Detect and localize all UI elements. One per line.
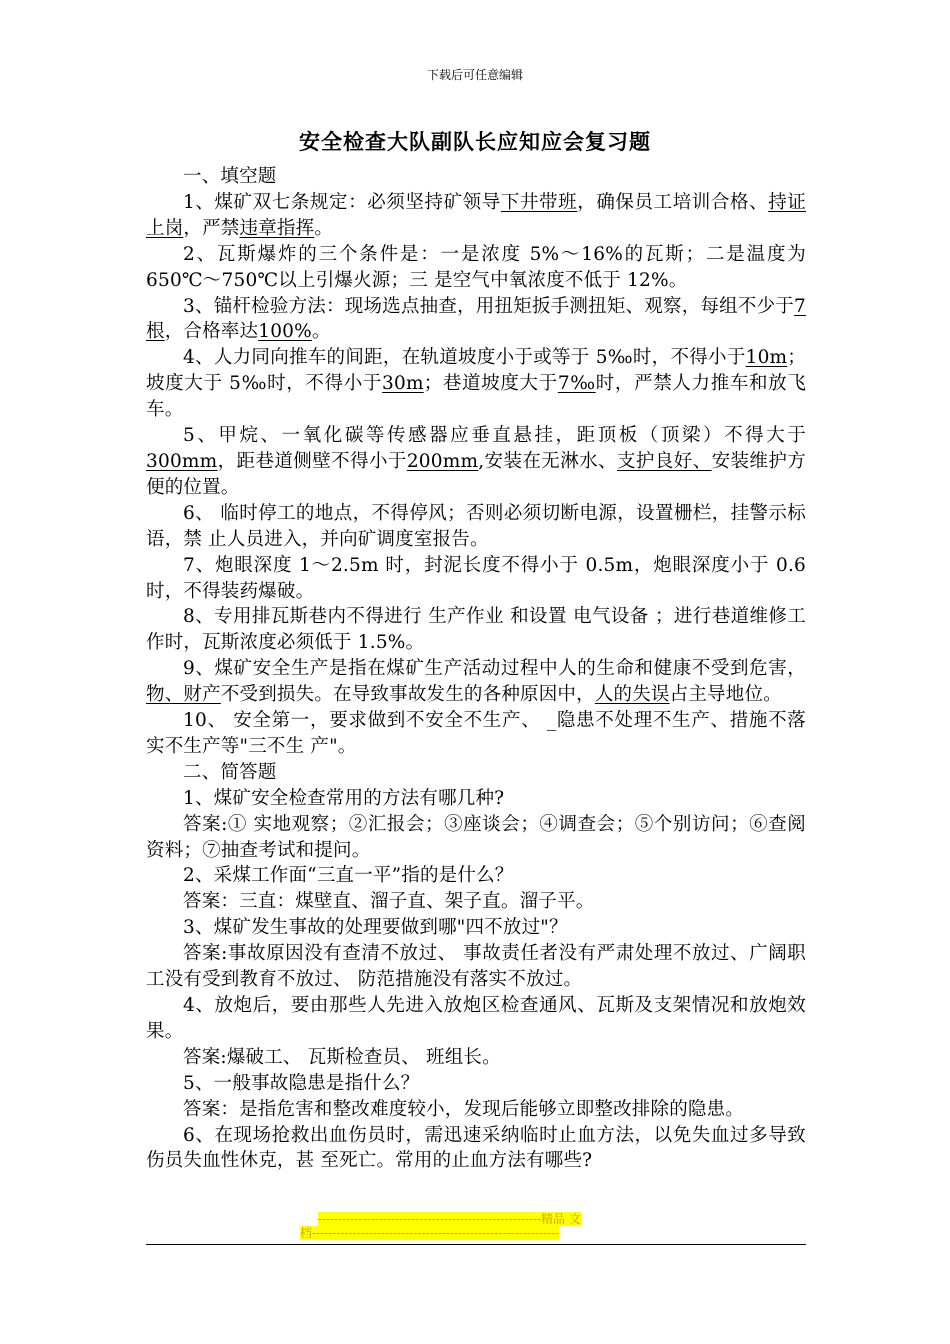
page-footer bbox=[300, 1212, 650, 1240]
text: 1、煤矿双七条规定：必须坚持矿领导 bbox=[183, 191, 501, 213]
question-5 bbox=[146, 423, 806, 501]
answer-blank: 物、财产 bbox=[146, 684, 221, 706]
text: 9、煤矿安全生产是指在煤矿生产活动过程中人的生命和健康不受到危害， bbox=[183, 658, 806, 680]
short-answer-4: 答案:爆破工、 瓦斯检查员、 班组长。 bbox=[183, 1046, 501, 1068]
text: 5、甲烷、一氧化碳等传感器应垂直悬挂，距顶板（顶梁）不得大于 bbox=[183, 425, 806, 447]
question-3 bbox=[146, 294, 806, 346]
footer-rule bbox=[146, 1244, 806, 1245]
short-question-2: 2、采煤工作面“三直一平”指的是什么？ bbox=[183, 865, 514, 887]
text: ，距巷道侧壁不得小于 bbox=[217, 450, 407, 472]
short-answer-1: 答案:① 实地观察；②汇报会；③座谈会；④调查会；⑤个别访问；⑥查阅资料；⑦抽查考试和提问。 bbox=[146, 813, 806, 861]
text: 占主导地位。 bbox=[669, 684, 782, 706]
short-answer-2: 答案：三直：煤壁直、溜子直、架子直。溜子平。 bbox=[183, 891, 595, 913]
text: ，确保员工培训合格、 bbox=[577, 191, 769, 213]
question-7: 7、炮眼深度 1～2.5m 时，封泥长度不得小于 0.5m，炮眼深度小于 0.6 时，不得装药爆破。 bbox=[146, 554, 806, 602]
question-2: 2、瓦斯爆炸的三个条件是：一是浓度 5%～16%的瓦斯；二是温度为 650℃～750℃以上引爆火源；三 是空气中氧浓度不低于 12%。 bbox=[146, 243, 806, 291]
answer-blank: 100% bbox=[258, 321, 312, 343]
answer-blank: 持证上岗 bbox=[146, 191, 806, 239]
text: 安装维护方便的位置。 bbox=[146, 450, 806, 498]
answer-blank: 30m bbox=[382, 373, 424, 395]
question-6: 6、 临时停工的地点，不得停风；否则必须切断电源，设置栅栏，挂警示标语，禁 止人员进入，并向矿调度室报告。 bbox=[146, 502, 806, 550]
text: 。 bbox=[314, 217, 334, 239]
question-9 bbox=[146, 656, 806, 708]
text: 。 bbox=[311, 321, 331, 343]
text: ,安装在无淋水、 bbox=[478, 450, 617, 472]
answer-blank: 支护良好、 bbox=[616, 450, 712, 472]
question-10: 10、 安全第一，要求做到不安全不生产、 _隐患不处理不生产、措施不落实不生产等"三不生 产"。 bbox=[146, 710, 806, 757]
document-body bbox=[146, 164, 806, 1174]
answer-blank: 人的失误 bbox=[594, 684, 670, 706]
short-answer-3: 答案:事故原因没有查清不放过、 事故责任者没有严肃处理不放过、广阔职工没有受到教育不放过、 防范措施没有落实不放过。 bbox=[146, 943, 806, 991]
text: 4、人力同向推车的间距，在轨道坡度小于或等于 5‰时，不得小于 bbox=[183, 347, 746, 369]
section-heading-fill: 一、填空题 bbox=[183, 166, 277, 187]
answer-blank: 7 根 bbox=[146, 295, 806, 343]
text: ；巷道坡度大于 bbox=[423, 373, 558, 395]
text: 不受到损失。在导致事故发生的各种原因中， bbox=[220, 684, 595, 706]
short-question-3: 3、煤矿发生事故的处理要做到哪"四不放过"？ bbox=[183, 917, 568, 939]
section-heading-short-answer: 二、简答题 bbox=[183, 761, 277, 783]
answer-blank: 10m bbox=[745, 347, 788, 369]
short-question-6: 6、在现场抢救出血伤员时，需迅速采纳临时止血方法，以免失血过多导致伤员失血性休克，甚 至死亡。常用的止血方法有哪些? bbox=[146, 1124, 806, 1172]
short-question-4: 4、放炮后，要由那些人先进入放炮区检查通风、瓦斯及支架情况和放炮效果。 bbox=[146, 995, 806, 1042]
text: ，合格率达 bbox=[164, 321, 259, 343]
short-question-5: 5、一般事故隐患是指什么？ bbox=[183, 1072, 420, 1094]
question-1 bbox=[146, 190, 806, 242]
text: ；坡度大于 5‰时，不得小于 bbox=[146, 347, 806, 395]
footer-line-1: -------------------------------------------------------精品 文 bbox=[318, 1212, 581, 1226]
answer-blank: 200mm bbox=[406, 450, 479, 472]
text: ，严禁 bbox=[183, 217, 240, 239]
answer-blank: 下井带班 bbox=[500, 191, 578, 213]
short-question-1: 1、煤矿安全检查常用的方法有哪几种? bbox=[183, 787, 505, 809]
document-title: 安全检查大队副队长应知应会复习题 bbox=[299, 130, 651, 154]
question-8: 8、专用排瓦斯巷内不得进行 生产作业 和设置 电气设备 ；进行巷道维修工作时，瓦斯浓度必须低于 1.5%。 bbox=[146, 606, 806, 654]
text: 时，严禁人力推车和放飞车。 bbox=[146, 373, 807, 421]
question-4 bbox=[146, 345, 806, 423]
answer-blank: 300mm bbox=[146, 450, 218, 472]
short-answer-5: 答案：是指危害和整改难度较小，发现后能够立即整改排除的隐患。 bbox=[183, 1098, 745, 1120]
answer-blank: 7‰ bbox=[557, 373, 596, 395]
answer-blank: 违章指挥 bbox=[239, 217, 315, 239]
page-header: 下载后可任意编辑 bbox=[426, 68, 523, 82]
text: 3、锚杆检验方法：现场选点抽查，用扭矩扳手测扭矩、观察，每组不少于 bbox=[183, 295, 795, 317]
footer-line-2: 档------------------------------------------------------------- bbox=[300, 1226, 560, 1240]
